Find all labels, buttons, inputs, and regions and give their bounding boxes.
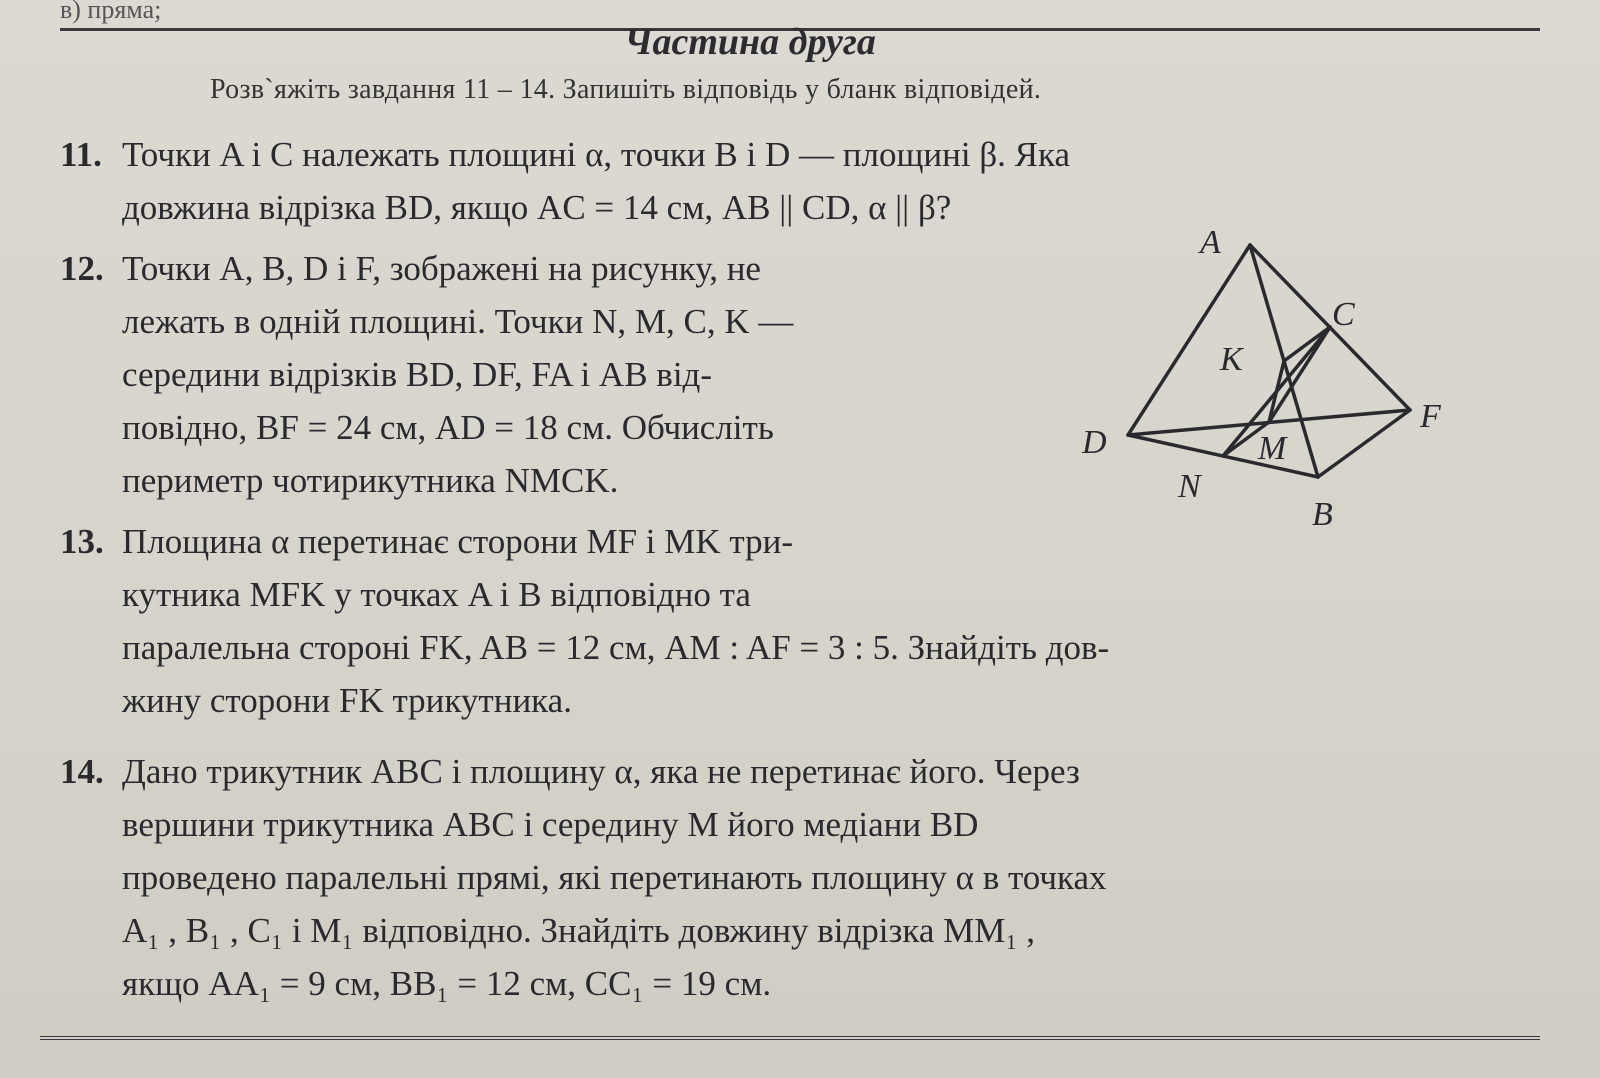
bottom-rule	[40, 1036, 1540, 1040]
task-text	[122, 745, 1107, 1010]
task-number: 13.	[60, 522, 104, 561]
task-text	[122, 242, 793, 507]
label-D: D	[1082, 424, 1107, 461]
task-line: жину сторони FK трикутника.	[122, 681, 572, 720]
task-number: 11.	[60, 135, 102, 174]
task-line: Площина α перетинає сторони MF і MK три-	[122, 522, 794, 561]
label-K: K	[1220, 341, 1243, 378]
task-number: 14.	[60, 752, 104, 791]
edge-AD	[1128, 245, 1250, 435]
task-line: проведено паралельні прямі, які перетинають площину α в точках	[122, 858, 1107, 897]
task-text	[122, 515, 1109, 727]
label-N: N	[1178, 468, 1201, 505]
task-line: Точки A, B, D і F, зображені на рисунку, не	[122, 249, 761, 288]
task-line: Точки A і C належать площині α, точки B і D — площині β. Яка	[122, 135, 1071, 174]
label-B: B	[1312, 496, 1333, 533]
task-line: паралельна стороні FK, AB = 12 см, AM : AF = 3 : 5. Знайдіть дов-	[122, 628, 1110, 667]
task-line: якщо AA₁ = 9 см, BB₁ = 12 см, CC₁ = 19 см.	[122, 964, 772, 1003]
task-text	[122, 128, 1070, 234]
label-C: C	[1332, 296, 1355, 333]
task-line: Дано трикутник ABC і площину α, яка не перетинає його. Через	[122, 752, 1080, 791]
previous-item-fragment: в) пряма;	[60, 0, 162, 24]
label-M: M	[1258, 430, 1287, 467]
part-title: Частина друга	[624, 21, 876, 63]
tetrahedron-figure	[1070, 215, 1510, 545]
task-line: вершини трикутника ABC і середину M його медіани BD	[122, 805, 979, 844]
task-line: кутника MFK у точках A і B відповідно та	[122, 575, 751, 614]
task-line: середини відрізків BD, DF, FA і AB від-	[122, 355, 713, 394]
task-line: A₁ , B₁ , C₁ і M₁ відповідно. Знайдіть довжину відрізка MM₁ ,	[122, 911, 1036, 950]
instruction: Розв`яжіть завдання 11 – 14. Запишіть відповідь у бланк відповідей.	[210, 74, 1042, 105]
task-line: периметр чотирикутника NMCK.	[122, 461, 619, 500]
tetrahedron-diagram	[1070, 215, 1510, 545]
edge-BF	[1318, 410, 1410, 477]
task-line: повідно, BF = 24 см, AD = 18 см. Обчисліть	[122, 408, 774, 447]
task-line: лежать в одній площині. Точки N, M, C, K —	[122, 302, 794, 341]
label-A: A	[1200, 224, 1221, 261]
label-F: F	[1420, 398, 1441, 435]
task-line: довжина відрізка BD, якщо AC = 14 см, AB || CD, α || β?	[122, 188, 952, 227]
task-number: 12.	[60, 249, 104, 288]
